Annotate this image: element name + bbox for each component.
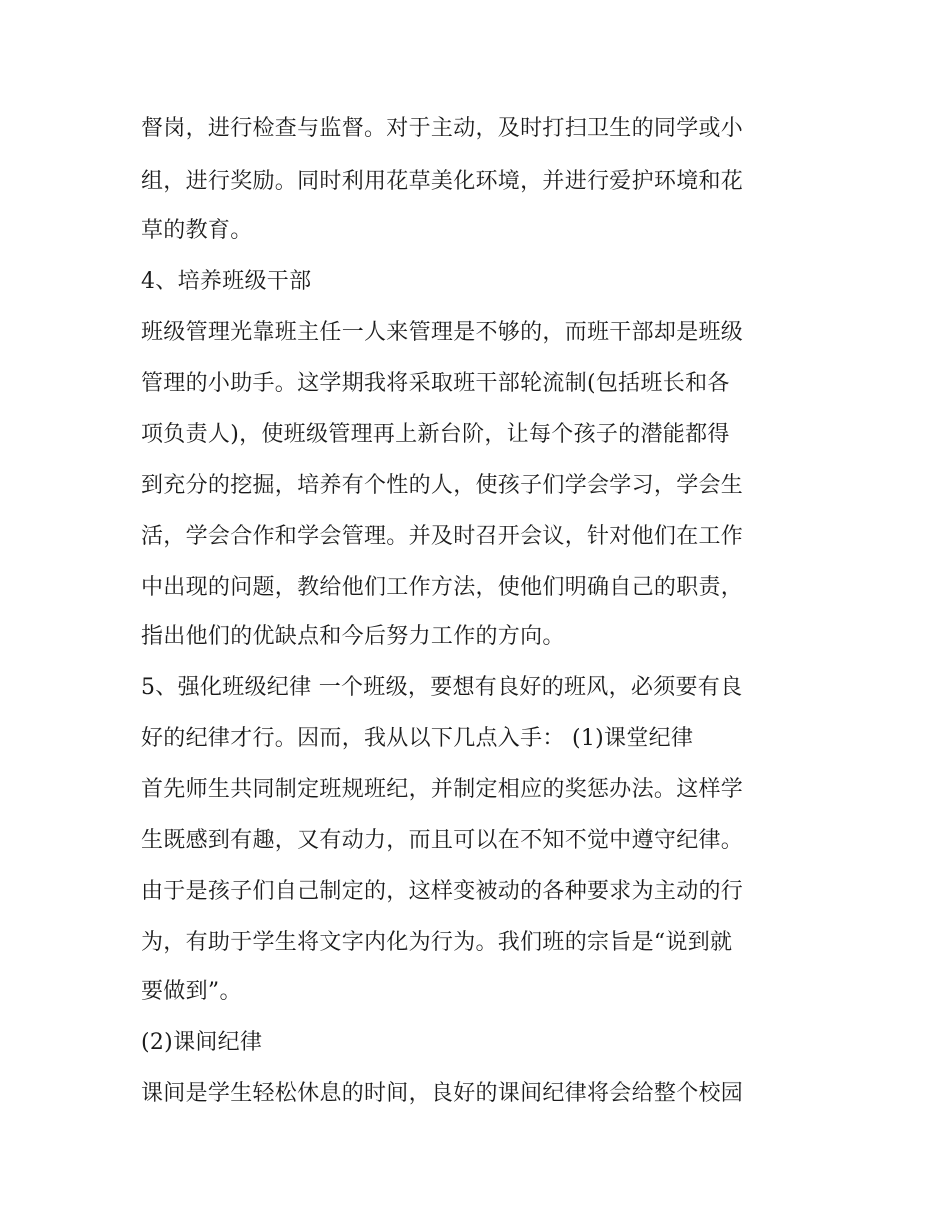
subsection-heading: (2)课间纪律	[141, 1030, 263, 1055]
text-line: 生既感到有趣，又有动力，而且可以在不知不觉中遵守纪律。	[141, 828, 744, 853]
section-heading: 5、强化班级纪律 一个班级，要想有良好的班风，必须要有良	[141, 675, 743, 700]
text-line: 到充分的挖掘，培养有个性的人，使孩子们学会学习，学会生	[141, 473, 744, 498]
text-line: 指出他们的优缺点和今后努力工作的方向。	[141, 624, 565, 649]
text-line: 为，有助于学生将文字内化为行为。我们班的宗旨是“说到就	[141, 930, 733, 955]
text-line: 班级管理光靠班主任一人来管理是不够的，而班干部却是班级	[141, 320, 744, 345]
text-line: 活，学会合作和学会管理。并及时召开会议，针对他们在工作	[141, 524, 744, 549]
text-line: 首先师生共同制定班规班纪，并制定相应的奖惩办法。这样学	[141, 777, 744, 802]
text-line: 项负责人)，使班级管理再上新台阶，让每个孩子的潜能都得	[141, 422, 730, 447]
text-line: 课间是学生轻松休息的时间，良好的课间纪律将会给整个校园	[141, 1081, 744, 1106]
text-line: 草的教育。	[141, 218, 253, 243]
text-line: 组，进行奖励。同时利用花草美化环境，并进行爱护环境和花	[141, 169, 744, 194]
text-line: 好的纪律才行。因而，我从以下几点入手： (1)课堂纪律	[141, 726, 694, 751]
text-line: 要做到”。	[141, 979, 242, 1004]
text-line: 由于是孩子们自己制定的，这样变被动的各种要求为主动的行	[141, 879, 744, 904]
section-heading: 4、培养班级干部	[141, 269, 312, 294]
text-line: 中出现的问题，教给他们工作方法，使他们明确自己的职责，	[141, 575, 744, 600]
text-line: 督岗，进行检查与监督。对于主动，及时打扫卫生的同学或小	[141, 116, 744, 141]
text-line: 管理的小助手。这学期我将采取班干部轮流制(包括班长和各	[141, 371, 730, 396]
